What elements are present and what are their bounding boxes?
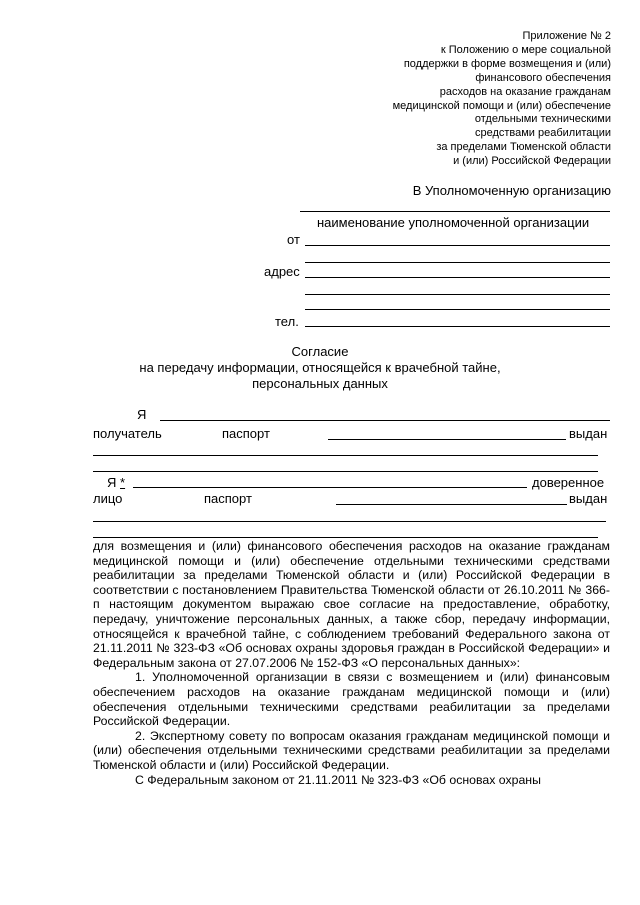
address-line-2[interactable] <box>305 294 610 295</box>
document-title <box>0 344 640 392</box>
phone-line[interactable] <box>305 326 610 327</box>
person-label: лицо <box>93 491 123 506</box>
body-paragraph-1: для возмещения и (или) финансового обеспечения расходов на оказание гражданам медицинской помощи и (или) обеспечение отдельными техническими средствами реабилитации за пределами Тюменской области и (или) Российской Федерации в соответствии с постановлением Правительства Тюменской области от 26.10.2011 № 366-п настоящим документом выражаю свое согласие на предоставление, обработку, передачу, уничтожение персональных данных, а также сбор, передачу информации, относящейся к врачебной тайне, с соблюдением требований Федерального закона от 21.11.2011 № 323-ФЗ «Об основах охраны здоровья граждан в Российской Федерации» и Федеральным закона от 27.07.2006 № 152-ФЗ «О персональных данных»: <box>93 539 610 670</box>
appendix-line: расходов на оказание гражданам <box>439 85 611 98</box>
appendix-header <box>311 30 611 169</box>
trustee-name-line[interactable] <box>133 487 527 488</box>
appendix-line: Приложение № 2 <box>522 30 611 42</box>
title-line: на передачу информации, относящейся к врачебной тайне, <box>139 360 501 375</box>
address-line[interactable] <box>305 277 610 278</box>
body-paragraph-3: 2. Экспертному совету по вопросам оказания гражданам медицинской помощи и (или) обеспечения отдельными техническими средствами реабилитации за пределами Тюменской области и (или) Российской Федерации. <box>93 728 610 772</box>
applicant-issued-label: выдан <box>569 426 608 441</box>
applicant-passport-label: паспорт <box>222 426 270 441</box>
applicant-issued-line-2[interactable] <box>93 471 598 472</box>
applicant-passport-line[interactable] <box>328 439 566 440</box>
body-paragraph-4: С Федеральным законом от 21.11.2011 № 323-ФЗ «Об основах охраны <box>135 772 541 787</box>
from-label: от <box>287 232 300 247</box>
phone-label: тел. <box>275 314 299 329</box>
appendix-line: поддержки в форме возмещения и (или) <box>403 57 611 70</box>
addressee-title: В Уполномоченную организацию <box>412 183 611 198</box>
address-label: адрес <box>264 264 300 279</box>
applicant-i-label: Я <box>137 407 147 422</box>
trustee-passport-label: паспорт <box>204 491 252 506</box>
applicant-issued-line[interactable] <box>93 455 598 456</box>
trustee-passport-line[interactable] <box>336 504 567 505</box>
asterisk-mark: * <box>120 475 126 490</box>
trusted-label: доверенное <box>532 475 605 490</box>
title-line: персональных данных <box>252 376 388 391</box>
org-name-caption: наименование уполномоченной организации <box>317 215 590 230</box>
trustee-i-label <box>107 475 125 490</box>
trustee-issued-line-2[interactable] <box>93 537 598 538</box>
org-name-line[interactable] <box>300 211 610 212</box>
recipient-label: получатель <box>93 426 162 441</box>
from-line[interactable] <box>305 245 610 246</box>
appendix-line: финансового обеспечения <box>475 71 611 84</box>
from-line-2[interactable] <box>305 262 610 263</box>
consent-body <box>93 539 610 787</box>
appendix-line: отдельными техническими <box>474 113 611 126</box>
appendix-line: к Положению о мере социальной <box>440 43 611 56</box>
trustee-i-text: Я <box>107 475 117 490</box>
trustee-issued-label: выдан <box>569 491 608 506</box>
appendix-line: за пределами Тюменской области <box>436 141 611 154</box>
body-paragraph-2: 1. Уполномоченной организации в связи с возмещением и (или) финансовым обеспечением расходов на оказание гражданам медицинской помощи и (или) обеспечения отдельными техническими средствами реабилитации за пределами Российской Федерации. <box>93 670 610 729</box>
address-line-3[interactable] <box>305 309 610 310</box>
trustee-issued-line[interactable] <box>93 521 606 522</box>
applicant-name-line[interactable] <box>160 420 610 421</box>
appendix-line: средствами реабилитации <box>474 127 611 140</box>
title-line: Согласие <box>291 344 349 359</box>
appendix-line: и (или) Российской Федерации <box>453 155 611 168</box>
appendix-line: медицинской помощи и (или) обеспечение <box>392 99 611 112</box>
